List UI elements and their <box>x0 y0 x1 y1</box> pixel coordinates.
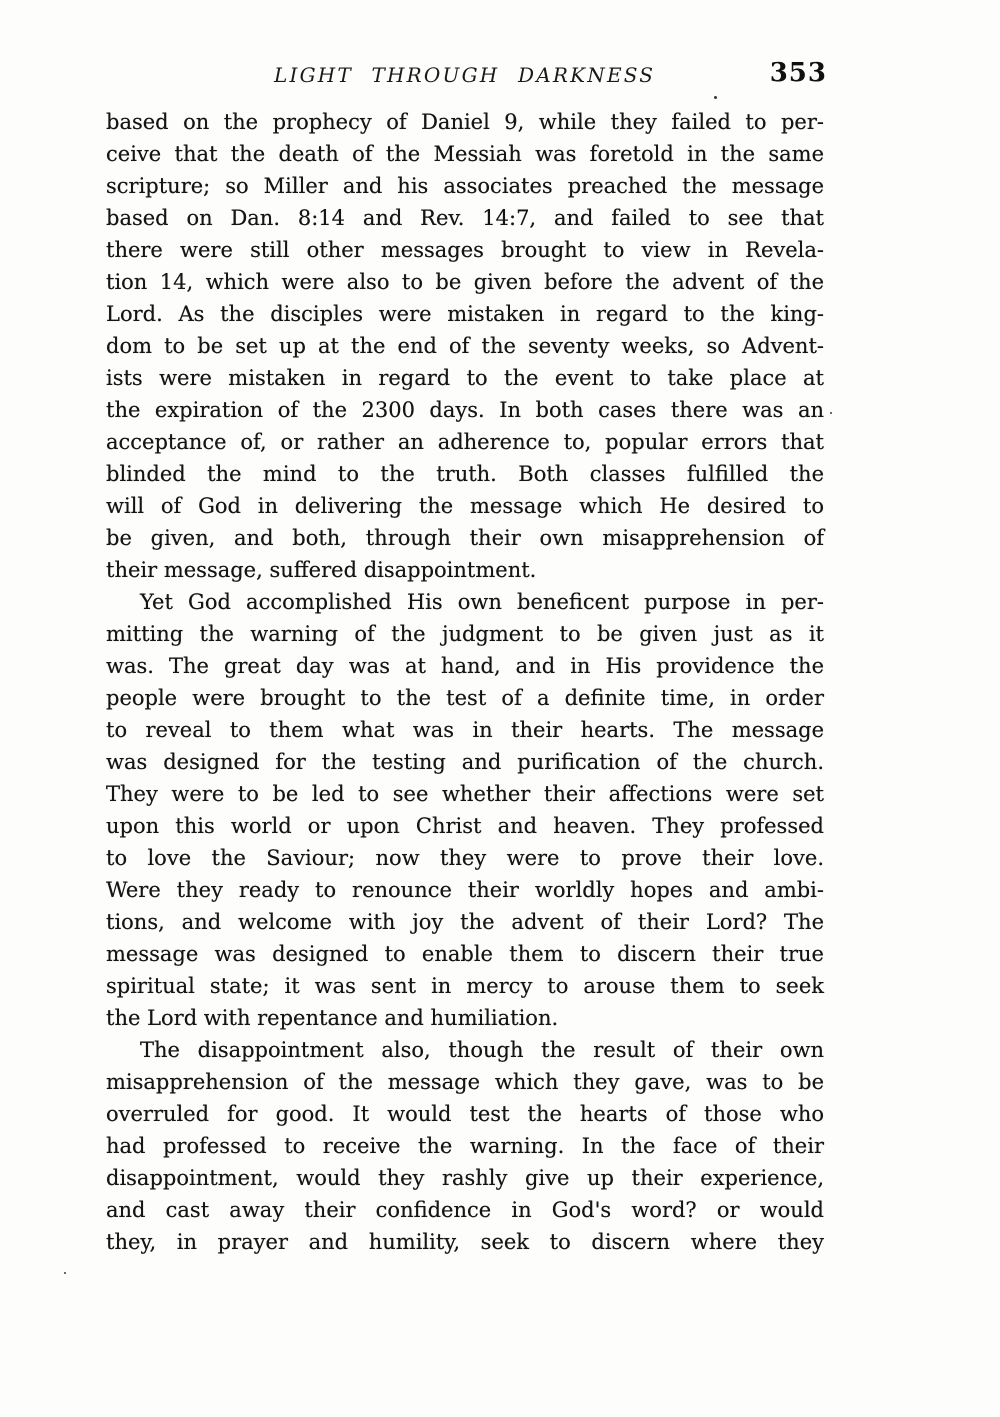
scan-speck <box>830 412 832 414</box>
text-line: scripture; so Miller and his associates preached the message <box>106 174 824 198</box>
text-line: upon this world or upon Christ and heaven. They professed <box>106 814 824 838</box>
text-line: and cast away their confidence in God's word? or would <box>106 1198 824 1222</box>
text-line: ceive that the death of the Messiah was foretold in the same <box>106 142 824 166</box>
page-body <box>106 106 824 1258</box>
text-line: Lord. As the disciples were mistaken in regard to the king- <box>106 302 824 326</box>
page-number: 353 <box>769 58 827 88</box>
text-line: message was designed to enable them to discern their true <box>106 942 824 966</box>
scan-speck <box>64 1272 66 1274</box>
text-line: there were still other messages brought to view in Revela- <box>106 238 824 262</box>
running-header-title: LIGHT THROUGH DARKNESS <box>274 63 656 87</box>
text-line: overruled for good. It would test the hearts of those who <box>106 1102 824 1126</box>
text-line: will of God in delivering the message which He desired to <box>106 494 824 518</box>
text-line: dom to be set up at the end of the seventy weeks, so Advent- <box>106 334 824 358</box>
paragraph <box>106 1034 824 1258</box>
text-line: people were brought to the test of a definite time, in order <box>106 686 824 710</box>
text-line: tions, and welcome with joy the advent of their Lord? The <box>106 910 824 934</box>
text-line: to love the Saviour; now they were to prove their love. <box>106 846 824 870</box>
text-line: spiritual state; it was sent in mercy to arouse them to seek <box>106 974 824 998</box>
text-line: tion 14, which were also to be given before the advent of the <box>106 270 824 294</box>
text-line: had professed to receive the warning. In the face of their <box>106 1134 824 1158</box>
text-line: was. The great day was at hand, and in His providence the <box>106 654 824 678</box>
text-line: based on the prophecy of Daniel 9, while they failed to per- <box>106 110 824 134</box>
text-line: Were they ready to renounce their worldly hopes and ambi- <box>106 878 824 902</box>
text-line: to reveal to them what was in their hearts. The message <box>106 718 824 742</box>
text-line: The disappointment also, though the result of their own <box>140 1038 824 1062</box>
text-line: the expiration of the 2300 days. In both cases there was an <box>106 398 824 422</box>
text-line: acceptance of, or rather an adherence to, popular errors that <box>106 430 824 454</box>
text-line: misapprehension of the message which they gave, was to be <box>106 1070 824 1094</box>
text-line: the Lord with repentance and humiliation. <box>106 1006 559 1030</box>
text-line: they, in prayer and humility, seek to discern where they <box>106 1230 824 1254</box>
text-line: be given, and both, through their own misapprehension of <box>106 526 824 550</box>
paragraph <box>106 106 824 586</box>
paragraph <box>106 586 824 1034</box>
text-line: mitting the warning of the judgment to be given just as it <box>106 622 824 646</box>
text-line: Yet God accomplished His own beneficent purpose in per- <box>140 590 824 614</box>
text-line: disappointment, would they rashly give up their experience, <box>106 1166 824 1190</box>
text-line: based on Dan. 8:14 and Rev. 14:7, and failed to see that <box>106 206 824 230</box>
scan-speck <box>714 96 717 99</box>
text-line: was designed for the testing and purification of the church. <box>106 750 824 774</box>
text-line: blinded the mind to the truth. Both classes fulfilled the <box>106 462 824 486</box>
text-line: ists were mistaken in regard to the event to take place at <box>106 366 824 390</box>
text-line: They were to be led to see whether their affections were set <box>106 782 824 806</box>
text-line: their message, suffered disappointment. <box>106 558 537 582</box>
